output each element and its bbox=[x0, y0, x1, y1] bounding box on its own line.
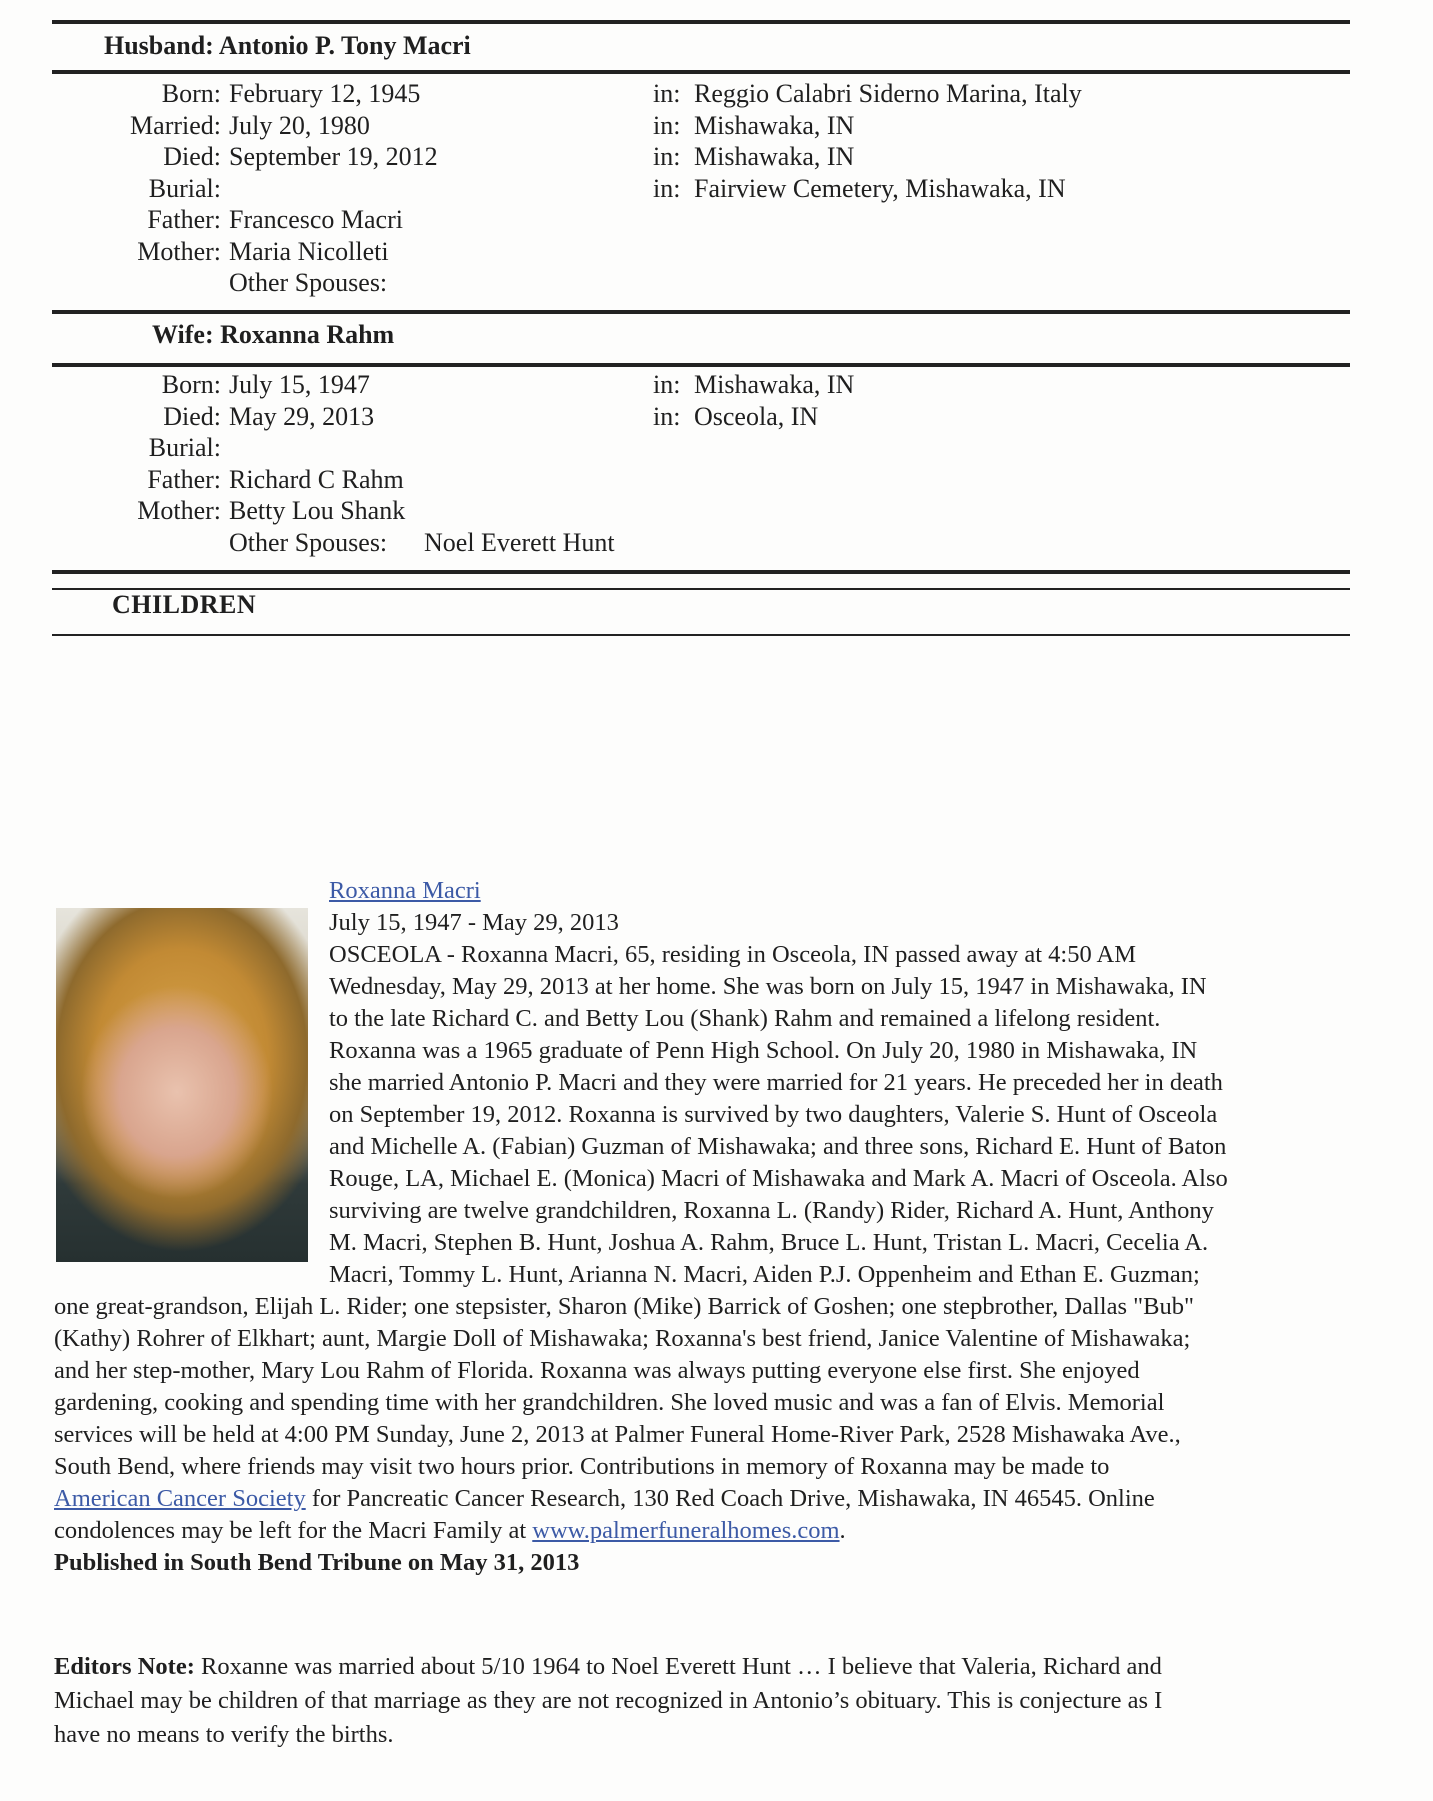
husband-row bbox=[0, 267, 1433, 298]
wife-row bbox=[0, 432, 1433, 463]
husband-row bbox=[0, 78, 1433, 109]
published-notice: Published in South Bend Tribune on May 31, 2013 bbox=[54, 1549, 580, 1576]
wife-place-value: Osceola, IN bbox=[694, 401, 819, 431]
editors-note bbox=[54, 1650, 1354, 1752]
obituary-line: gardening, cooking and spending time with her grandchildren. She loved music and was a fan of Elvis. Memorial bbox=[54, 1389, 1165, 1416]
obituary-line: Rouge, LA, Michael E. (Monica) Macri of Mishawaka and Mark A. Macri of Osceola. Also bbox=[329, 1165, 1228, 1192]
rule-top bbox=[52, 20, 1350, 24]
american-cancer-society-link[interactable]: American Cancer Society bbox=[54, 1485, 306, 1512]
wife-row bbox=[0, 464, 1433, 495]
husband-field-label: Died: bbox=[163, 142, 221, 171]
rule-wife-bottom bbox=[52, 363, 1350, 367]
editors-note-line2: Michael may be children of that marriage as they are not recognized in Antonio’s obituary. This is conjecture as I bbox=[54, 1687, 1163, 1714]
husband-field-value: Other Spouses: bbox=[229, 268, 388, 297]
obituary-line: M. Macri, Stephen B. Hunt, Joshua A. Rahm, Bruce L. Hunt, Tristan L. Macri, Cecelia A. bbox=[329, 1229, 1209, 1256]
obituary-dates: July 15, 1947 - May 29, 2013 bbox=[329, 909, 619, 936]
editors-note-line3: have no means to verify the births. bbox=[54, 1721, 394, 1748]
wife-place-label: in: bbox=[653, 370, 681, 399]
obituary-line: she married Antonio P. Macri and they were married for 21 years. He preceded her in death bbox=[329, 1069, 1223, 1096]
husband-place-label: in: bbox=[653, 173, 681, 203]
wife-other-spouse: Noel Everett Hunt bbox=[424, 527, 615, 557]
funeral-home-website-link[interactable]: www.palmerfuneralhomes.com bbox=[532, 1517, 840, 1544]
wife-field-value: Other Spouses: bbox=[229, 527, 388, 557]
husband-row bbox=[0, 141, 1433, 172]
obituary-beside-photo bbox=[329, 875, 1389, 1291]
husband-row bbox=[0, 110, 1433, 141]
obituary-line: one great-grandson, Elijah L. Rider; one stepsister, Sharon (Mike) Barrick of Goshen; one stepbrother, Dallas "Bub" bbox=[54, 1293, 1194, 1320]
husband-place-value: Fairview Cemetery, Mishawaka, IN bbox=[694, 173, 1066, 203]
husband-field-label: Mother: bbox=[137, 236, 221, 266]
wife-field-label: Born: bbox=[161, 370, 221, 399]
obituary-line: Macri, Tommy L. Hunt, Arianna N. Macri, Aiden P.J. Oppenheim and Ethan E. Guzman; bbox=[329, 1261, 1200, 1288]
obituary-condolence-tail: . bbox=[839, 1517, 846, 1544]
husband-heading-name: Antonio P. Tony Macri bbox=[218, 31, 471, 60]
obituary-line: Roxanna was a 1965 graduate of Penn High School. On July 20, 1980 in Mishawaka, IN bbox=[329, 1037, 1198, 1064]
husband-place-value: Reggio Calabri Siderno Marina, Italy bbox=[694, 79, 1082, 108]
husband-heading-label: Husband: bbox=[104, 31, 214, 60]
husband-place-label: in: bbox=[653, 79, 681, 108]
obituary-line bbox=[54, 1515, 1354, 1547]
husband-field-value: Francesco Macri bbox=[229, 205, 403, 234]
wife-row bbox=[0, 401, 1433, 432]
husband-field-label: Born: bbox=[161, 79, 221, 108]
editors-note-label: Editors Note: bbox=[54, 1653, 195, 1680]
husband-place-value: Mishawaka, IN bbox=[694, 142, 855, 171]
obituary-line bbox=[54, 1483, 1354, 1515]
obituary-line: and Michelle A. (Fabian) Guzman of Mishawaka; and three sons, Richard E. Hunt of Baton bbox=[329, 1133, 1227, 1160]
obituary-line: services will be held at 4:00 PM Sunday, June 2, 2013 at Palmer Funeral Home-River Park, 2528 Mishawaka Ave., bbox=[54, 1421, 1181, 1448]
husband-field-label: Married: bbox=[130, 110, 221, 140]
husband-row bbox=[0, 173, 1433, 204]
wife-row bbox=[0, 527, 1433, 558]
wife-field-value: July 15, 1947 bbox=[229, 370, 370, 399]
husband-place-label: in: bbox=[653, 142, 681, 171]
obituary-line: to the late Richard C. and Betty Lou (Shank) Rahm and remained a lifelong resident. bbox=[329, 1005, 1161, 1032]
obituary-condolence-head: condolences may be left for the Macri Family at bbox=[54, 1517, 533, 1544]
wife-heading-label: Wife: bbox=[152, 320, 214, 349]
husband-field-label: Burial: bbox=[148, 173, 221, 203]
husband-row bbox=[0, 204, 1433, 235]
obituary-line: OSCEOLA - Roxanna Macri, 65, residing in Osceola, IN passed away at 4:50 AM bbox=[329, 941, 1136, 968]
obituary-line: South Bend, where friends may visit two hours prior. Contributions in memory of Roxanna may be made to bbox=[54, 1453, 1110, 1480]
obituary-acs-tail: for Pancreatic Cancer Research, 130 Red Coach Drive, Mishawaka, IN 46545. Online bbox=[305, 1485, 1155, 1512]
wife-field-value: May 29, 2013 bbox=[229, 401, 375, 431]
husband-row bbox=[0, 236, 1433, 267]
wife-field-label: Father: bbox=[147, 464, 221, 494]
obituary-line: and her step-mother, Mary Lou Rahm of Florida. Roxanna was always putting everyone else first. She enjoyed bbox=[54, 1357, 1140, 1384]
husband-heading bbox=[104, 31, 471, 61]
husband-field-value: Maria Nicolleti bbox=[229, 236, 389, 266]
husband-place-label: in: bbox=[653, 110, 681, 140]
wife-field-value: Betty Lou Shank bbox=[229, 496, 406, 525]
obituary-line: (Kathy) Rohrer of Elkhart; aunt, Margie Doll of Mishawaka; Roxanna's best friend, Janice Valentine of Mishawaka; bbox=[54, 1325, 1191, 1352]
rule-wife-end bbox=[52, 570, 1350, 574]
obituary-name-link[interactable]: Roxanna Macri bbox=[329, 877, 481, 904]
obituary-line: on September 19, 2012. Roxanna is survived by two daughters, Valerie S. Hunt of Osceola bbox=[329, 1101, 1218, 1128]
wife-field-label: Died: bbox=[163, 401, 221, 431]
husband-field-label: Father: bbox=[147, 205, 221, 234]
wife-heading bbox=[152, 320, 394, 350]
husband-place-value: Mishawaka, IN bbox=[694, 110, 855, 140]
wife-field-value: Richard C Rahm bbox=[229, 464, 404, 494]
husband-field-value: February 12, 1945 bbox=[229, 79, 421, 108]
wife-row bbox=[0, 369, 1433, 400]
wife-field-label: Burial: bbox=[148, 433, 221, 462]
children-heading: CHILDREN bbox=[112, 590, 257, 619]
wife-place-value: Mishawaka, IN bbox=[694, 370, 855, 399]
rule-husband-bottom bbox=[52, 70, 1350, 74]
wife-heading-name: Roxanna Rahm bbox=[220, 320, 395, 349]
obituary-full-width bbox=[54, 1291, 1354, 1579]
obituary-line: surviving are twelve grandchildren, Roxanna L. (Randy) Rider, Richard A. Hunt, Anthony bbox=[329, 1197, 1214, 1224]
wife-place-label: in: bbox=[653, 401, 681, 431]
wife-field-label: Mother: bbox=[137, 496, 221, 525]
husband-field-value: July 20, 1980 bbox=[229, 110, 370, 140]
rule-children-bottom bbox=[52, 634, 1350, 636]
editors-note-line1: Roxanne was married about 5/10 1964 to Noel Everett Hunt … I believe that Valeria, Richard and bbox=[194, 1653, 1162, 1680]
rule-husband-end bbox=[52, 310, 1350, 314]
husband-field-value: September 19, 2012 bbox=[229, 142, 438, 171]
obituary-line: Wednesday, May 29, 2013 at her home. She was born on July 15, 1947 in Mishawaka, IN bbox=[329, 973, 1207, 1000]
obituary-photo bbox=[56, 908, 308, 1262]
wife-row bbox=[0, 495, 1433, 526]
